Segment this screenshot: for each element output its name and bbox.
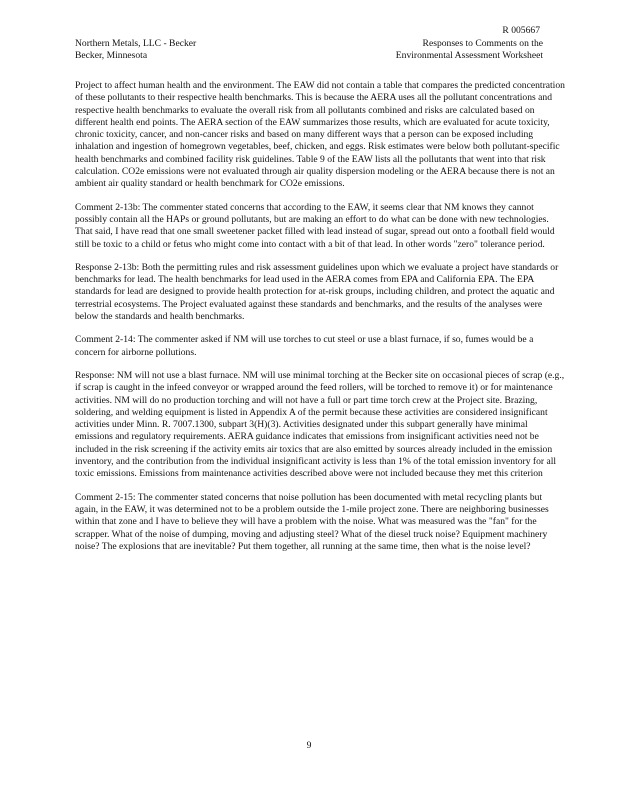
header-right (396, 38, 543, 62)
header-doc-title-line2: Environmental Assessment Worksheet (395, 50, 543, 61)
paragraph-response-2-14: Response: NM will not use a blast furnace. NM will use minimal torching at the Becker site on occasional pieces of scrap (e.g., if scrap is caught in the infeed conveyor or wrapped around the feed rollers, will be torched to remove it) or for maintenance activities. NM will do no production torching and will not have a full or part time torch crew at the Project site. Brazing, soldering, and welding equipment is listed in Appendix A of the permit because these activities are considered insignificant activities under Minn. R. 7007.1300, subpart 3(H)(3). Activities designated under this subpart generally have minimal emissions and regulatory requirements. AERA guidance indicates that emissions from insignificant activities need not be included in the risk screening if the activity emits air toxics that are also emitted by sources already included in the emission inventory, and the contribution from the individual insignificant activity is less than 1% of the total emission inventory for all toxic emissions. Emissions from maintenance activities described above were not included because they met this criterion (75, 369, 565, 480)
paragraph-comment-2-14: Comment 2-14: The commenter asked if NM will use torches to cut steel or use a blast furnace, if so, fumes would be a concern for airborne pollutions. (75, 334, 534, 358)
page-number: 9 (306, 740, 312, 751)
header-company: Northern Metals, LLC - Becker (75, 38, 197, 49)
paragraph-comment-2-13b: Comment 2-13b: The commenter stated concerns that according to the EAW, it seems clear that NM knows they cannot possibly contain all the HAPs or ground pollutants, but are making an effort to do what can be done with new technologies. That said, I have read that one small sweetener packet filled with lead instead of sugar, spread out onto a football field would still be toxic to a child or fetus who might come into contact with a bit of that lead. In other words "zero" tolerance period. (75, 201, 555, 250)
document-body (75, 80, 565, 564)
bates-number: R 005667 (502, 25, 540, 36)
paragraph-response-2-13b: Response 2-13b: Both the permitting rules and risk assessment guidelines upon which we evaluate a project have standards or benchmarks for lead. The health benchmarks for lead used in the AERA comes from EPA and California EPA. The EPA standards for lead are designed to provide health protection for at-risk groups, including children, and protect the aquatic and terrestrial ecosystems. The Project evaluated against these standards and benchmarks, and the results of the analyses were below the standards and health benchmarks. (75, 261, 559, 323)
header-doc-title-line1: Responses to Comments on the (422, 38, 543, 49)
header-location: Becker, Minnesota (75, 50, 148, 61)
paragraph-continuation: Project to affect human health and the environment. The EAW did not contain a table that compares the predicted concentration of these pollutants to their respective health benchmarks. This is because the AERA uses all the pollutant concentrations and respective health benchmarks to evaluate the overall risk from all pollutants combined and risks are calculated based on different health end points. The AERA section of the EAW summarizes those results, which are evaluated for acute toxicity, chronic toxicity, cancer, and non-cancer risks and based on many different ways that a person can be exposed including inhalation and ingestion of homegrown vegetables, beef, chicken, and eggs. Risk estimates were below both pollutant-specific health benchmarks and combined facility risk guidelines. Table 9 of the EAW lists all the pollutants that went into that risk calculation. CO2e emissions were not evaluated through air quality dispersion modeling or the AERA because there is not an ambient air quality standard or health benchmark for CO2e emissions. (75, 80, 565, 190)
paragraph-comment-2-15: Comment 2-15: The commenter stated concerns that noise pollution has been documented with metal recycling plants but again, in the EAW, it was determined not to be a problem outside the 1-mile project zone. There are neighboring businesses within that zone and I have to believe they will have a problem with the noise. What was measured was the "fan" for the scrapper. What of the noise of dumping, moving and adjusting steel? What of the diesel truck noise? Equipment machinery noise? The explosions that are inevitable? Put them together, all running at the same time, then what is the noise level? (75, 491, 549, 552)
header-left (75, 38, 196, 62)
